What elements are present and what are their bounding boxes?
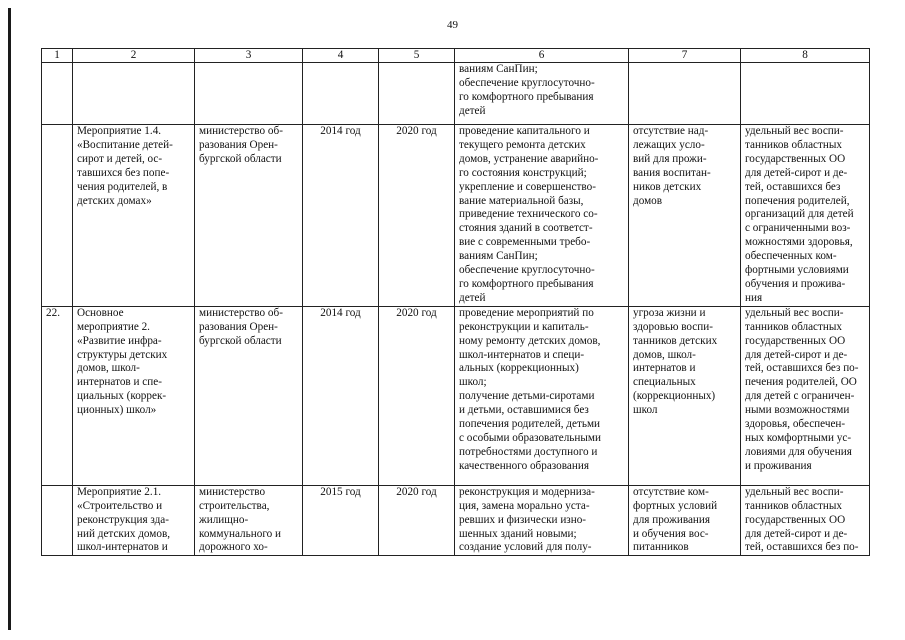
table-row — [42, 306, 870, 485]
cell-text-line: фортными условиями — [745, 264, 849, 277]
indicator-cell — [741, 306, 870, 485]
cell-text-line: проведение мероприятий по — [459, 306, 594, 319]
consequences-cell — [629, 485, 741, 556]
row-number-cell — [42, 485, 73, 556]
cell-text-line: удельный вес воспи- — [745, 485, 844, 498]
column-number: 3 — [195, 49, 303, 63]
cell-text-line: получение детьми-сиротами — [459, 390, 595, 403]
cell-text-line: потребностями доступного и — [459, 445, 598, 458]
cell-text-line: «Развитие инфра- — [77, 334, 162, 347]
executor-cell — [195, 63, 303, 125]
table-row — [42, 63, 870, 125]
start-year-cell: 2015 год — [303, 485, 379, 556]
cell-text-line: для детей-сирот и де- — [745, 527, 848, 540]
row-number-cell: 22. — [42, 306, 73, 485]
cell-text-line: танников детских — [633, 334, 718, 347]
cell-text-line: для детей с ограничен- — [745, 390, 855, 403]
cell-text-line: проведение капитального и — [459, 125, 590, 137]
cell-text-line: приведение технического со- — [459, 208, 598, 221]
cell-text-line: укрепление и совершенство- — [459, 180, 596, 193]
cell-text-line: стояния зданий в соответст- — [459, 222, 593, 235]
cell-text-line: бургской области — [199, 152, 282, 165]
cell-text-line: коммунального и — [199, 527, 282, 540]
cell-text-line: (коррекционных) — [633, 390, 716, 403]
cell-text-line: школ; — [459, 376, 487, 389]
cell-text-line: интернатов и — [633, 362, 696, 375]
end-year-cell: 2020 год — [379, 125, 455, 307]
cell-text-line: министерство — [199, 485, 266, 498]
cell-text-line: тей, оставшихся без по- — [745, 541, 859, 554]
cell-text-line: Мероприятие 1.4. — [77, 125, 162, 137]
cell-text-line: фортных условий — [633, 499, 718, 512]
activity-content-cell — [455, 306, 629, 485]
column-number: 2 — [73, 49, 195, 63]
consequences-cell — [629, 306, 741, 485]
activity-name-cell — [73, 306, 195, 485]
cell-text-line: ция, замена морально уста- — [459, 499, 590, 512]
cell-text-line: для детей-сирот и де- — [745, 348, 848, 361]
cell-text-line: вание материальной базы, — [459, 194, 584, 207]
cell-text-line: го состояния конструкций; — [459, 166, 587, 179]
cell-text-line: детских домах» — [77, 194, 152, 207]
activity-name-cell — [73, 485, 195, 556]
cell-text-line: Мероприятие 2.1. — [77, 485, 162, 498]
cell-text-line: го комфортного пребывания — [459, 277, 594, 290]
cell-text-line: танников областных — [745, 138, 842, 151]
cell-text-line: создание условий для полу- — [459, 541, 592, 554]
cell-text-line: здоровью воспи- — [633, 320, 713, 333]
activity-name-cell — [73, 63, 195, 125]
cell-text-line: структуры детских — [77, 348, 168, 361]
cell-text-line: домов — [633, 194, 663, 207]
cell-text-line: ваниям СанПин; — [459, 250, 538, 263]
start-year-cell: 2014 год — [303, 125, 379, 307]
cell-text-line: попечения родителей, детьми — [459, 418, 601, 431]
cell-text-line: ных комфортными ус- — [745, 431, 852, 444]
column-number: 1 — [42, 49, 73, 63]
cell-text-line: питанников — [633, 541, 689, 554]
cell-text-line: тей, оставшихся без — [745, 180, 841, 193]
cell-text-line: качественного образования — [459, 459, 589, 472]
cell-text-line: ному ремонту детских домов, — [459, 334, 601, 347]
cell-text-line: тавшихся без попе- — [77, 166, 170, 179]
executor-cell — [195, 125, 303, 307]
cell-text-line: танников областных — [745, 499, 842, 512]
executor-cell — [195, 485, 303, 556]
cell-text-line: домов, школ- — [633, 348, 696, 361]
cell-text-line: текущего ремонта детских — [459, 138, 586, 151]
cell-text-line: обеспечение круглосуточно- — [459, 264, 595, 277]
cell-text-line: «Воспитание детей- — [77, 138, 173, 151]
column-number: 6 — [455, 49, 629, 63]
cell-text-line: для проживания — [633, 513, 711, 526]
cell-text-line: здоровья, обеспечен- — [745, 418, 846, 431]
cell-text-line: удельный вес воспи- — [745, 306, 844, 319]
end-year-cell — [379, 63, 455, 125]
cell-text-line: Основное — [77, 306, 124, 319]
table-body — [42, 49, 870, 556]
cell-text-line: ния — [745, 291, 763, 304]
cell-text-line: государственных ОО — [745, 334, 846, 347]
cell-text-line: государственных ОО — [745, 152, 846, 165]
cell-text-line: государственных ОО — [745, 513, 846, 526]
cell-text-line: реконструкции и капиталь- — [459, 320, 589, 333]
cell-text-line: попечения родителей, — [745, 194, 850, 207]
cell-text-line: специальных — [633, 376, 696, 389]
activity-name-cell — [73, 125, 195, 307]
activity-content-cell — [455, 485, 629, 556]
cell-text-line: отсутствие ком- — [633, 485, 709, 498]
row-number-cell — [42, 125, 73, 307]
cell-text-line: детей — [459, 291, 486, 304]
end-year-cell: 2020 год — [379, 306, 455, 485]
indicator-cell — [741, 63, 870, 125]
cell-text-line: циальных (коррек- — [77, 390, 167, 403]
cell-text-line: школ — [633, 404, 658, 417]
cell-text-line: обеспеченных ком- — [745, 250, 837, 263]
cell-text-line: обучения и прожива- — [745, 277, 846, 290]
cell-text-line: альных (коррекционных) — [459, 362, 579, 375]
cell-text-line: домов, школ- — [77, 362, 140, 375]
program-activities-table — [41, 48, 870, 556]
binding-edge-line — [8, 8, 11, 630]
executor-cell — [195, 306, 303, 485]
row-number-cell — [42, 63, 73, 125]
cell-text-line: вий для прожи- — [633, 152, 707, 165]
cell-text-line: танников областных — [745, 320, 842, 333]
cell-text-line: ными возможностями — [745, 404, 850, 417]
end-year-cell: 2020 год — [379, 485, 455, 556]
cell-text-line: и обучения вос- — [633, 527, 709, 540]
start-year-cell — [303, 63, 379, 125]
column-number: 5 — [379, 49, 455, 63]
cell-text-line: ваниям СанПин; — [459, 63, 538, 75]
cell-text-line: реконструкция и модерниза- — [459, 485, 595, 498]
cell-text-line: разования Орен- — [199, 138, 278, 151]
cell-text-line: разования Орен- — [199, 320, 278, 333]
cell-text-line: домов, устранение аварийно- — [459, 152, 599, 165]
cell-text-line: и детьми, оставшимися без — [459, 404, 589, 417]
cell-text-line: го комфортного пребывания — [459, 90, 594, 103]
indicator-cell — [741, 125, 870, 307]
column-number-row — [42, 49, 870, 63]
consequences-cell — [629, 63, 741, 125]
cell-text-line: и проживания — [745, 459, 812, 472]
column-number: 7 — [629, 49, 741, 63]
start-year-cell: 2014 год — [303, 306, 379, 485]
indicator-cell — [741, 485, 870, 556]
cell-text-line: тей, оставшихся без по- — [745, 362, 859, 375]
cell-text-line: строительства, — [199, 499, 270, 512]
table-row — [42, 125, 870, 307]
cell-text-line: с ограниченными воз- — [745, 222, 851, 235]
cell-text-line: чения родителей, в — [77, 180, 168, 193]
consequences-cell — [629, 125, 741, 307]
activity-content-cell — [455, 63, 629, 125]
cell-text-line: ников детских — [633, 180, 702, 193]
cell-text-line: обеспечение круглосуточно- — [459, 76, 595, 89]
cell-text-line: удельный вес воспи- — [745, 125, 844, 137]
cell-text-line: сирот и детей, ос- — [77, 152, 163, 165]
cell-text-line: жилищно- — [199, 513, 249, 526]
cell-text-line: школ-интернатов и — [77, 541, 168, 554]
cell-text-line: школ-интернатов и специ- — [459, 348, 585, 361]
cell-text-line: министерство об- — [199, 306, 283, 319]
activity-content-cell — [455, 125, 629, 307]
column-number: 8 — [741, 49, 870, 63]
page-number: 49 — [447, 19, 458, 31]
cell-text-line: министерство об- — [199, 125, 283, 137]
cell-text-line: организаций для детей — [745, 208, 854, 221]
cell-text-line: ловиями для обучения — [745, 445, 852, 458]
cell-text-line: угроза жизни и — [633, 306, 706, 319]
cell-text-line: можностями здоровья, — [745, 236, 853, 249]
cell-text-line: вания воспитан- — [633, 166, 711, 179]
cell-text-line: отсутствие над- — [633, 125, 709, 137]
cell-text-line: бургской области — [199, 334, 282, 347]
cell-text-line: с особыми образовательными — [459, 431, 601, 444]
cell-text-line: интернатов и спе- — [77, 376, 162, 389]
cell-text-line: вие с современными требо- — [459, 236, 591, 249]
cell-text-line: печения родителей, ОО — [745, 376, 857, 389]
table-row — [42, 485, 870, 556]
cell-text-line: для детей-сирот и де- — [745, 166, 848, 179]
cell-text-line: «Строительство и — [77, 499, 163, 512]
cell-text-line: дорожного хо- — [199, 541, 268, 554]
cell-text-line: ревших и физически изно- — [459, 513, 587, 526]
cell-text-line: шенных зданий новыми; — [459, 527, 577, 540]
cell-text-line: ционных) школ» — [77, 404, 157, 417]
cell-text-line: детей — [459, 104, 486, 117]
column-number: 4 — [303, 49, 379, 63]
cell-text-line: реконструкция зда- — [77, 513, 169, 526]
cell-text-line: мероприятие 2. — [77, 320, 150, 333]
cell-text-line: лежащих усло- — [633, 138, 705, 151]
cell-text-line: ний детских домов, — [77, 527, 171, 540]
